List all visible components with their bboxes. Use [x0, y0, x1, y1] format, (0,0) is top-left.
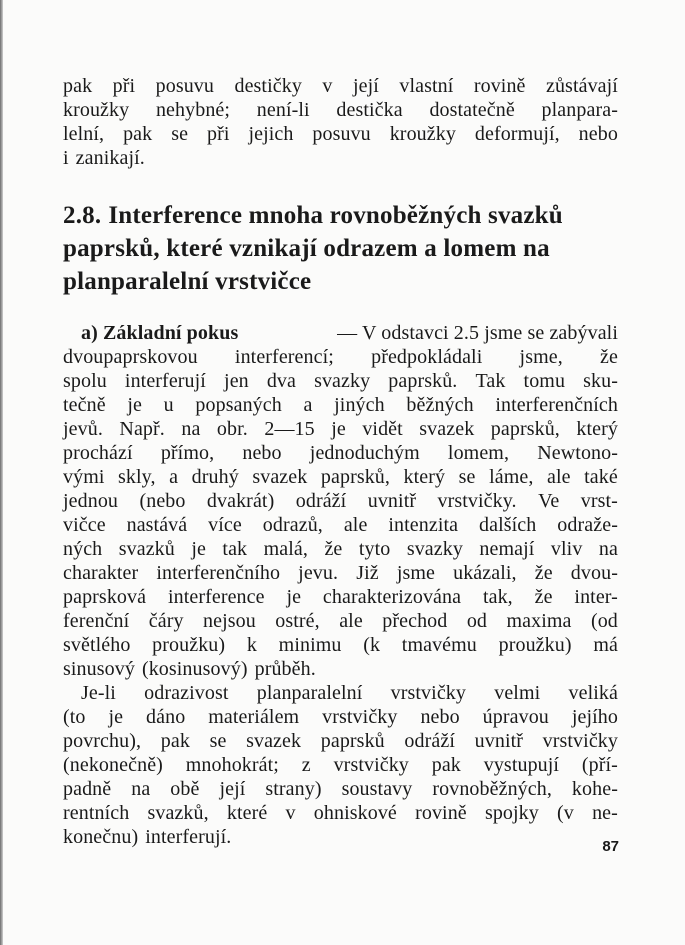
word: vystupují	[483, 754, 560, 776]
word: nejsou	[203, 610, 256, 632]
word: popsaných	[195, 394, 282, 416]
word: soustavy	[341, 778, 413, 800]
intro-line	[63, 146, 618, 170]
word: charakter	[63, 562, 139, 584]
paragraph-line	[63, 609, 618, 633]
word: jednou	[63, 490, 119, 512]
paragraph-line	[63, 657, 618, 681]
word: dalších	[479, 514, 537, 536]
word: v	[285, 802, 296, 824]
paragraph-line	[63, 825, 618, 849]
word: interference	[167, 586, 265, 608]
paragraph-line	[63, 561, 618, 585]
word: interferují	[124, 370, 206, 392]
word: veliká	[568, 682, 618, 704]
word: dáno	[146, 706, 186, 728]
section-title-line: planparalelní vrstvičce	[63, 268, 312, 295]
word: z	[301, 754, 311, 776]
word: ukázali,	[453, 562, 517, 584]
word: planpara-	[541, 99, 618, 121]
word: deformují,	[474, 123, 560, 145]
paragraph-line	[63, 585, 618, 609]
word: (pří-	[581, 754, 618, 776]
word: odraže-	[557, 514, 618, 536]
intro-line	[63, 74, 618, 98]
paragraph-line	[63, 489, 618, 513]
word: (k	[363, 634, 381, 656]
word: nastává	[126, 514, 188, 536]
word: tomu	[523, 370, 566, 392]
word: obr.	[216, 418, 248, 440]
word: dvou-	[570, 562, 618, 584]
word: jednoduchým	[309, 442, 420, 464]
word: na	[181, 418, 201, 440]
word: ných	[63, 538, 103, 560]
word: nebo	[420, 706, 460, 728]
word: nehybné;	[155, 99, 231, 121]
section-number: 2.8.	[63, 202, 102, 229]
word: se	[209, 730, 227, 752]
paragraph-line	[63, 801, 618, 825]
word: intenzita	[388, 514, 459, 536]
word: povrchu),	[63, 730, 142, 752]
word: ne-	[592, 802, 618, 824]
word: skly,	[118, 466, 156, 488]
word: nemají	[479, 538, 535, 560]
word: velmi	[494, 682, 541, 704]
word: vliv	[550, 538, 583, 560]
word: více	[208, 514, 242, 536]
word: prochází	[63, 442, 133, 464]
word: pak	[431, 754, 461, 776]
word: kroužky	[63, 99, 130, 121]
word: na	[131, 778, 151, 800]
word: uvnitř	[474, 730, 524, 752]
paragraph-line	[63, 729, 618, 753]
word: které	[226, 802, 268, 824]
intro-line	[63, 122, 618, 146]
paragraph-line	[63, 441, 618, 465]
word: zůstávají	[545, 75, 618, 97]
word: mnohokrát;	[185, 754, 279, 776]
word: tečně	[63, 394, 106, 416]
paragraph-line	[63, 465, 618, 489]
word: Ve	[538, 490, 560, 512]
word: nebo	[242, 442, 282, 464]
paragraph-line	[63, 513, 618, 537]
word: je	[127, 394, 142, 416]
paragraph-line	[63, 537, 618, 561]
word: maxima	[506, 610, 572, 632]
paragraph-line	[63, 369, 618, 393]
paragraph-line	[63, 777, 618, 801]
paragraph-first-line	[63, 321, 618, 345]
word: ale	[339, 610, 363, 632]
word: dvakrát)	[206, 490, 275, 512]
word: tmavému	[401, 634, 477, 656]
section-heading-line	[63, 199, 623, 232]
word: v	[322, 75, 333, 97]
word: druhý	[191, 466, 239, 488]
word: průběh.	[254, 658, 316, 680]
word: tak,	[482, 586, 513, 608]
word: proužku)	[152, 634, 226, 656]
word: paprsků,	[320, 466, 391, 488]
word: planparalelní	[256, 682, 363, 704]
word: charakterizována	[322, 586, 462, 608]
word: pak	[160, 730, 190, 752]
word: malá,	[263, 538, 308, 560]
word: obě	[170, 778, 200, 800]
word: paprsků	[320, 730, 385, 752]
page-binding-edge	[0, 0, 3, 945]
section-heading	[63, 199, 623, 298]
word: inter-	[574, 586, 618, 608]
intro-line	[63, 98, 618, 122]
word: jevu.	[298, 562, 339, 584]
word: je	[331, 418, 346, 440]
word: interferují.	[145, 826, 232, 848]
word: interferenčních	[495, 394, 618, 416]
word: jiných	[334, 394, 385, 416]
word: materiálem	[208, 706, 300, 728]
word: Je-li	[81, 682, 116, 704]
word: destičky	[234, 75, 302, 97]
word: svazek	[419, 418, 475, 440]
word: interferencí;	[234, 346, 334, 368]
word: (v	[557, 802, 574, 824]
word: vrstvičky	[542, 730, 618, 752]
word: Např.	[119, 418, 165, 440]
word: jsme	[396, 562, 435, 584]
word: tak	[222, 538, 248, 560]
word: jsme,	[519, 346, 563, 368]
word: se	[458, 466, 476, 488]
word: rovině	[473, 75, 526, 97]
word: pak	[123, 123, 153, 145]
word: (kosinusový)	[141, 658, 248, 680]
word: který	[403, 466, 446, 488]
word: svazků	[118, 538, 175, 560]
word: rentních	[63, 802, 130, 824]
word: svazek	[246, 730, 302, 752]
word: (nebo	[139, 490, 186, 512]
word: kroužky	[389, 123, 456, 145]
word: svazky	[406, 538, 463, 560]
word: od	[466, 610, 488, 632]
word: jevů.	[63, 418, 103, 440]
word: běžných	[406, 394, 474, 416]
word: při	[206, 123, 230, 145]
word: má	[593, 634, 618, 656]
word: vrstvičky	[333, 754, 409, 776]
word: (to	[63, 706, 86, 728]
word: a	[169, 466, 179, 488]
word: paprsků.	[388, 370, 458, 392]
word: vrstvičky	[390, 682, 466, 704]
page-number: 87	[602, 838, 619, 855]
body-paragraph-1	[63, 321, 618, 849]
word: se	[171, 123, 189, 145]
paragraph-lead-label: a) Základní pokus	[81, 322, 239, 344]
word: posuvu	[155, 75, 215, 97]
word: vrstvičky.	[437, 490, 517, 512]
word: paprsků,	[490, 418, 560, 440]
word: uvnitř	[367, 490, 417, 512]
word: ohniskové	[313, 802, 397, 824]
word: odrazů,	[262, 514, 323, 536]
word: pak	[63, 75, 93, 97]
word: odráží	[295, 490, 347, 512]
word: vičce	[63, 514, 106, 536]
word: ale	[546, 466, 571, 488]
word: nebo	[578, 123, 618, 145]
word: je	[108, 706, 124, 728]
word: je	[286, 586, 302, 608]
word: kohe-	[571, 778, 618, 800]
word: Tak	[475, 370, 506, 392]
word: spojky	[484, 802, 539, 824]
paragraph-first-line-rest: — V odstavci 2.5 jsme se zabývali	[337, 322, 618, 344]
word: paprsková	[63, 586, 147, 608]
word: vlastní	[399, 75, 454, 97]
word: svazků,	[147, 802, 209, 824]
word: je	[191, 538, 206, 560]
word: ale	[343, 514, 368, 536]
word: také	[584, 466, 618, 488]
word: (nekonečně)	[63, 754, 163, 776]
word: vrstvičky	[322, 706, 398, 728]
word: odrazivost	[144, 682, 229, 704]
paragraph-line	[63, 417, 618, 441]
word: i	[63, 147, 69, 169]
word: vidět	[362, 418, 403, 440]
word: její	[352, 75, 379, 97]
section-title-line: paprsků, které vznikají odrazem a lomem na	[63, 235, 550, 262]
word: že	[324, 538, 343, 560]
word: svazek	[252, 466, 308, 488]
word: její	[219, 778, 246, 800]
word: že	[599, 346, 618, 368]
word: světlého	[63, 634, 131, 656]
word: Již	[356, 562, 379, 584]
word: posuvu	[312, 123, 371, 145]
paragraph-2-first-line	[63, 681, 618, 705]
word: odráží	[404, 730, 455, 752]
word: dostatečně	[429, 99, 515, 121]
word: konečnu)	[63, 826, 139, 848]
word: svazky	[314, 370, 371, 392]
word: jejich	[248, 123, 294, 145]
word: lelní,	[63, 123, 105, 145]
word: rovnoběžných,	[432, 778, 552, 800]
word: čáry	[148, 610, 184, 632]
word: na	[598, 538, 618, 560]
word: jejího	[571, 706, 618, 728]
word: při	[112, 75, 136, 97]
word: přímo,	[160, 442, 215, 464]
word: strany)	[265, 778, 322, 800]
paragraph-line	[63, 345, 618, 369]
word: vrst-	[580, 490, 618, 512]
paragraph-line	[63, 705, 618, 729]
word: padně	[63, 778, 112, 800]
word: úpravou	[482, 706, 549, 728]
word: láme,	[489, 466, 534, 488]
word: přechod	[382, 610, 448, 632]
word: k	[246, 634, 257, 656]
word: a	[303, 394, 313, 416]
paragraph-line	[63, 633, 618, 657]
word: ostré,	[275, 610, 320, 632]
word: lomem,	[447, 442, 510, 464]
word: spolu	[63, 370, 107, 392]
word: proužku)	[498, 634, 572, 656]
word: že	[534, 586, 553, 608]
word: destička	[336, 99, 403, 121]
word: u	[163, 394, 174, 416]
intro-paragraph	[63, 74, 618, 170]
paragraph-line	[63, 753, 618, 777]
word: dvoupaprskovou	[63, 346, 198, 368]
word: není-li	[256, 99, 310, 121]
word: tyto	[358, 538, 391, 560]
section-title-line: Interference mnoha rovnoběžných svazků	[108, 202, 563, 229]
word: dva	[266, 370, 297, 392]
word: (od	[590, 610, 618, 632]
word: že	[534, 562, 553, 584]
word: ferenční	[63, 610, 130, 632]
word: sku-	[583, 370, 618, 392]
word: interferenčního	[156, 562, 281, 584]
word: který	[576, 418, 618, 440]
paragraph-line	[63, 393, 618, 417]
word: minimu	[278, 634, 342, 656]
word: předpokládali	[371, 346, 483, 368]
word: sinusový	[63, 658, 135, 680]
word: jen	[224, 370, 249, 392]
word: zanikají.	[75, 147, 145, 169]
word: rovině	[415, 802, 467, 824]
word: 2—15	[264, 418, 315, 440]
word: Newtono-	[537, 442, 618, 464]
word: vými	[63, 466, 105, 488]
